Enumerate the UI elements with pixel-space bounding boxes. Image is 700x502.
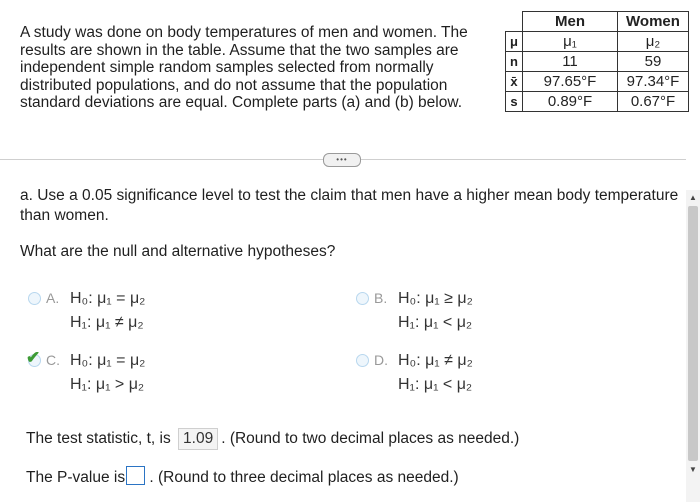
table-corner [506,12,523,32]
expand-more-button[interactable]: ••• [323,153,361,167]
table-row [506,32,689,52]
alternative-hypothesis: H₁: μ₁ > μ₂ [70,376,145,393]
cell-women: 0.67°F [618,92,689,112]
cell-women: μ₂ [618,32,689,52]
scroll-thumb[interactable] [688,206,698,461]
test-statistic-answer[interactable]: 1.09 [178,428,218,450]
table-row [506,72,689,92]
scroll-up-arrow-icon[interactable]: ▲ [689,193,697,202]
alternative-hypothesis: H₁: μ₁ ≠ μ₂ [70,314,144,331]
row-label: s [506,92,523,112]
header-men: Men [523,12,618,32]
row-label: n [506,52,523,72]
problem-intro: A study was done on body temperatures of men and women. The results are shown in the table. Assume that the two samples are independent simple random samples selected from normally distributed populations, and do not assume that the population standard deviations are equal. Complete parts (a) and (b) below. [20,24,468,111]
null-hypothesis: H₀: μ₁ = μ₂ [70,290,146,307]
p-value-input[interactable] [126,466,145,485]
cell-men: μ₁ [523,32,618,52]
header-women: Women [618,12,689,32]
table-row [506,92,689,112]
cell-women: 97.34°F [618,72,689,92]
radio-button[interactable] [28,292,41,305]
alternative-hypothesis: H₁: μ₁ < μ₂ [398,314,473,331]
option-letter: D. [374,352,388,368]
radio-button[interactable] [356,292,369,305]
p-value-line [26,466,459,487]
hypotheses-question: What are the null and alternative hypotheses? [20,243,336,260]
table-row [506,52,689,72]
null-hypothesis: H₀: μ₁ ≥ μ₂ [398,290,473,307]
cell-women: 59 [618,52,689,72]
row-label: μ [506,32,523,52]
null-hypothesis: H₀: μ₁ ≠ μ₂ [398,352,473,369]
cell-men: 11 [523,52,618,72]
test-statistic-suffix: . (Round to two decimal places as needed.) [221,430,520,447]
p-value-prefix: The P-value is [26,469,126,486]
option-letter: A. [46,290,60,306]
scroll-down-arrow-icon[interactable]: ▼ [689,465,697,474]
data-table [505,11,689,112]
part-a-prompt: a. Use a 0.05 significance level to test the claim that men have a higher mean body temperature than women. [20,187,679,224]
null-hypothesis: H₀: μ₁ = μ₂ [70,352,146,369]
option-letter: B. [374,290,388,306]
test-statistic-prefix: The test statistic, t, is [26,430,171,447]
cell-men: 97.65°F [523,72,618,92]
test-statistic-line [26,428,519,450]
checkmark-icon: ✔ [26,348,41,367]
cell-men: 0.89°F [523,92,618,112]
option-letter: C. [46,352,60,368]
row-label: x̄ [506,72,523,92]
scrollbar[interactable] [686,190,700,502]
alternative-hypothesis: H₁: μ₁ < μ₂ [398,376,473,393]
radio-button[interactable] [356,354,369,367]
p-value-suffix: . (Round to three decimal places as needed.) [149,469,459,486]
